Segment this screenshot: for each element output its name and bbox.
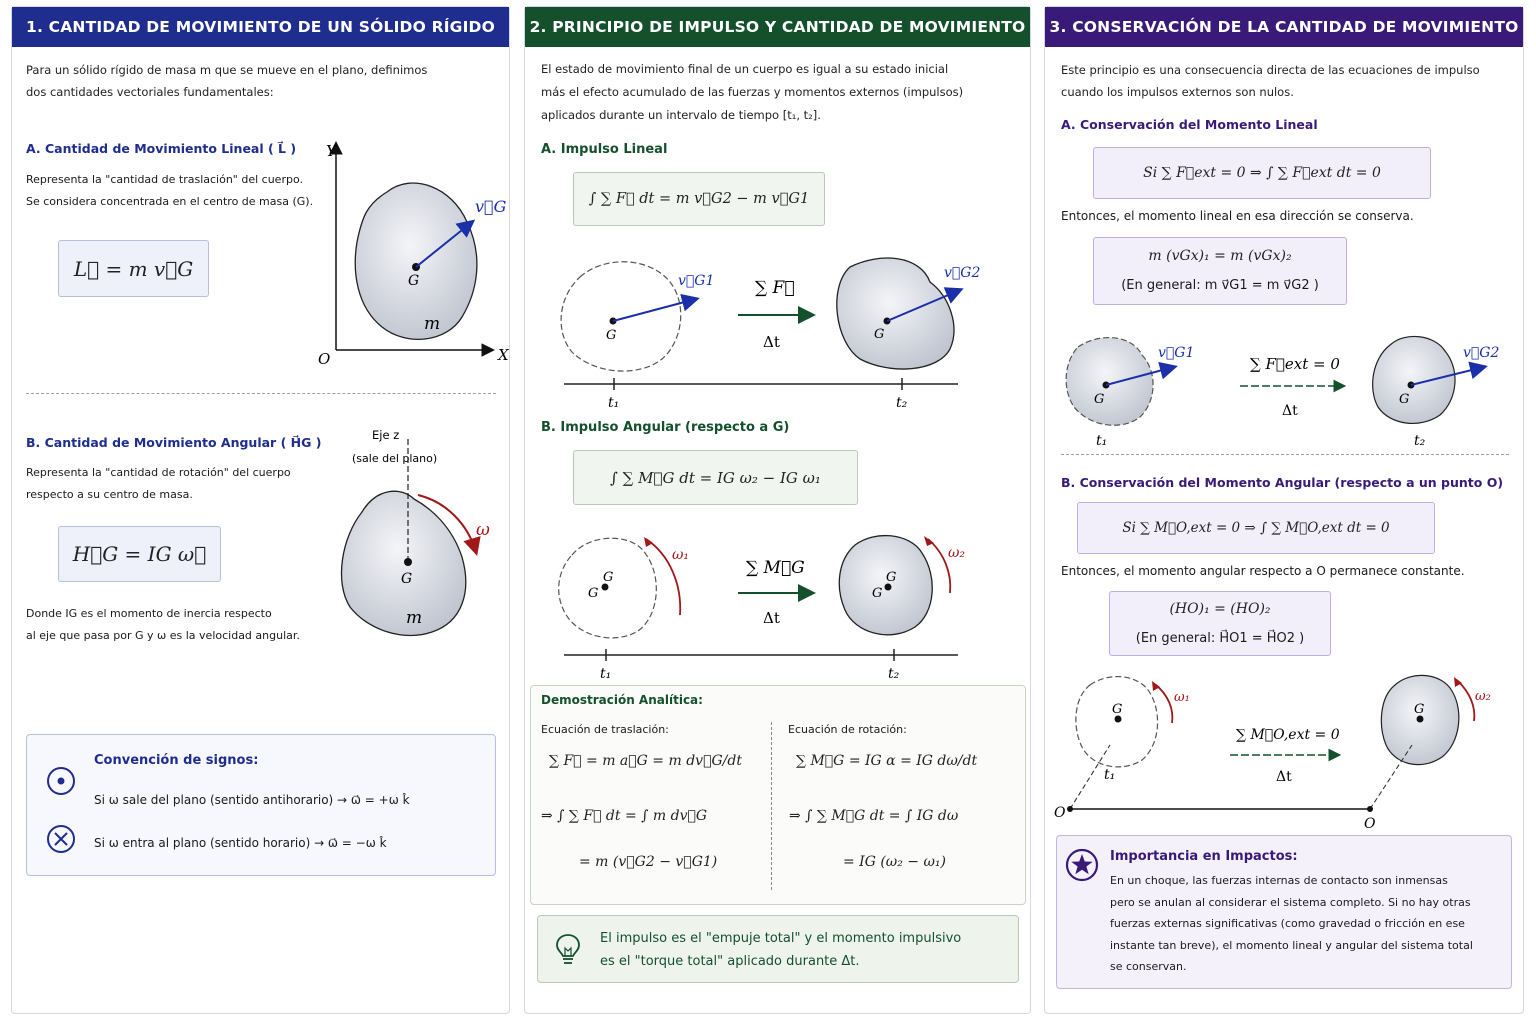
initial-body-shape xyxy=(1066,338,1153,426)
impact-line-5: se conservan. xyxy=(1110,960,1187,973)
intro-line-3: aplicados durante un intervalo de tiempo [t₁, t₂]. xyxy=(541,108,821,122)
t1-label: t₁ xyxy=(1104,767,1116,783)
angular-result-2: (En general: H⃗O1 = H⃗O2 ) xyxy=(1135,630,1305,646)
desc-line-1: Representa la "cantidad de rotación" del cuerpo xyxy=(26,466,291,479)
delta-t-label: Δt xyxy=(763,609,780,627)
omega-2-label: ω₂ xyxy=(1475,689,1491,704)
rigid-body-shape xyxy=(355,183,477,339)
rigid-body-shape xyxy=(341,491,465,635)
intro-line-1: Este principio es una consecuencia directa de las ecuaciones de impulso xyxy=(1061,63,1480,77)
intro-line-2: más el efecto acumulado de las fuerzas y momentos externos (impulsos) xyxy=(541,85,964,99)
panel-momentum-conservation xyxy=(1044,6,1524,1014)
panel-3-intro xyxy=(1061,59,1516,103)
x-axis-label: X xyxy=(498,346,509,364)
angular-conservation-condition: Si ∑ M⃗O,ext = 0 ⇒ ∫ ∑ M⃗O,ext dt = 0 xyxy=(1122,520,1390,536)
velocity-1-label: v⃗G1 xyxy=(678,273,715,289)
section-divider xyxy=(26,393,496,394)
section-divider xyxy=(1061,454,1509,455)
o-label-1: O xyxy=(1054,805,1066,821)
panel-1-title: 1. CANTIDAD DE MOVIMIENTO DE UN SÓLIDO RÍGIDO xyxy=(12,7,509,47)
angular-conservation-condition-box xyxy=(1077,502,1435,554)
g-label-2: G xyxy=(1399,392,1410,407)
tip-text xyxy=(600,927,961,973)
rotation-eq-3: = IG (ω₂ − ω₁) xyxy=(843,854,946,870)
g-label-2b: G xyxy=(872,586,883,601)
t1-label: t₁ xyxy=(1096,433,1108,449)
panel-2-intro xyxy=(541,58,1021,127)
note-line-2: al eje que pasa por G y ω es la velocidad angular. xyxy=(26,629,300,642)
linear-momentum-formula: L⃗ = m v⃗G xyxy=(73,256,194,281)
out-of-plane-icon xyxy=(45,765,77,797)
intro-line-2: cuando los impulsos externos son nulos. xyxy=(1061,85,1294,99)
g-label-2: G xyxy=(1414,702,1425,717)
impact-line-4: instante tan breve), el momento lineal y angular del sistema total xyxy=(1110,938,1473,952)
panel-3-title: 3. CONSERVACIÓN DE LA CANTIDAD DE MOVIMIENTO xyxy=(1045,7,1523,47)
tip-box xyxy=(537,915,1019,983)
translation-eq-3: = m (v⃗G2 − v⃗G1) xyxy=(579,854,718,870)
inertia-note xyxy=(26,603,300,647)
omega-1-arc xyxy=(1156,685,1172,723)
mass-label: m xyxy=(406,608,423,628)
intro-line-1: El estado de movimiento final de un cuerpo es igual a su estado inicial xyxy=(541,62,949,76)
velocity-2-label: v⃗G2 xyxy=(944,265,981,281)
center-of-mass-dot xyxy=(404,558,412,566)
panel-linear-momentum xyxy=(11,6,510,1014)
omega-label: ω xyxy=(476,520,490,540)
delta-t-label: Δt xyxy=(763,333,780,351)
rigid-body-diagram xyxy=(312,132,512,372)
initial-body-outline xyxy=(561,262,681,371)
g-label-1b: G xyxy=(588,586,599,601)
section-b-title: B. Cantidad de Movimiento Angular ( H⃗G ) xyxy=(26,435,322,450)
section-a-title: A. Cantidad de Movimiento Lineal ( L⃗ ) xyxy=(26,141,297,156)
linear-impulse-formula-box xyxy=(573,172,825,226)
impact-title: Importancia en Impactos: xyxy=(1110,849,1298,864)
velocity-1-arrow xyxy=(613,299,696,321)
impact-note-box xyxy=(1056,835,1512,989)
translation-eq-1: ∑ F⃗ = m a⃗G = m dv⃗G/dt xyxy=(549,753,742,769)
linear-result-1: m (vGx)₁ = m (vGx)₂ xyxy=(1148,248,1292,264)
analytic-demo-box xyxy=(530,685,1026,905)
into-plane-icon xyxy=(45,823,77,855)
axis-label-2: (sale del plano) xyxy=(352,452,438,465)
omega-2-label: ω₂ xyxy=(948,545,966,561)
mass-label: m xyxy=(424,314,441,334)
g-label-1a: G xyxy=(603,570,614,585)
impact-line-2: pero se anulan al considerar el sistema completo. Si no hay otras xyxy=(1110,895,1471,909)
center-label: G xyxy=(401,571,413,587)
linear-conservation-diagram xyxy=(1060,327,1510,452)
omega-1-label: ω₁ xyxy=(1174,690,1190,705)
t2-label: t₂ xyxy=(896,395,908,411)
translation-title: Ecuación de traslación: xyxy=(541,723,669,736)
angular-conservation-result-box xyxy=(1109,591,1331,656)
rotation-eq-2: ⇒ ∫ ∑ M⃗G dt = ∫ IG dω xyxy=(789,808,959,824)
velocity-2-label: v⃗G2 xyxy=(1463,345,1500,361)
demo-title: Demostración Analítica: xyxy=(541,693,703,707)
section-b-title: B. Conservación del Momento Angular (respecto a un punto O) xyxy=(1061,475,1504,490)
intro-line-2: dos cantidades vectoriales fundamentales: xyxy=(26,85,274,99)
linear-conservation-condition-box xyxy=(1093,147,1431,199)
desc-line-1: Representa la "cantidad de traslación" del cuerpo. xyxy=(26,173,303,186)
linear-result-2: (En general: m v⃗G1 = m v⃗G2 ) xyxy=(1121,278,1319,293)
angular-momentum-formula: H⃗G = IG ω⃗ xyxy=(72,542,207,566)
omega-1-label: ω₁ xyxy=(672,547,690,563)
angular-result-1: (HO)₁ = (HO)₂ xyxy=(1169,600,1271,617)
force-sum-label: ∑ F⃗ xyxy=(755,278,795,298)
impact-line-3: fuerzas externas significativas (como gravedad o fricción en ese xyxy=(1110,917,1465,930)
desc-line-2: respecto a su centro de masa. xyxy=(26,488,193,501)
rotation-title: Ecuación de rotación: xyxy=(788,723,907,736)
linear-impulse-diagram xyxy=(550,247,981,412)
desc-line-2: Se considera concentrada en el centro de masa (G). xyxy=(26,195,314,208)
velocity-label: v⃗G xyxy=(475,197,507,216)
linear-conservation-note: Entonces, el momento lineal en esa dirección se conserva. xyxy=(1061,209,1414,223)
angular-impulse-formula: ∫ ∑ M⃗G dt = IG ω₂ − IG ω₁ xyxy=(610,468,821,487)
g-label-1: G xyxy=(606,328,617,343)
linear-momentum-formula-box xyxy=(58,240,209,297)
t2-label: t₂ xyxy=(1414,433,1426,449)
delta-t-label: Δt xyxy=(1282,403,1298,419)
velocity-1-label: v⃗G1 xyxy=(1158,345,1195,361)
section-a-title: A. Conservación del Momento Lineal xyxy=(1061,117,1318,132)
angular-impulse-formula-box xyxy=(573,450,858,505)
section-a-title: A. Impulso Lineal xyxy=(541,142,668,157)
lightbulb-icon xyxy=(554,932,582,968)
linear-conservation-result-box xyxy=(1093,237,1347,305)
moment-zero-label: ∑ M⃗O,ext = 0 xyxy=(1236,727,1340,743)
y-axis-label: Y xyxy=(326,142,336,160)
t1-label: t₁ xyxy=(600,666,612,682)
tip-line-2: es el "torque total" aplicado durante Δt. xyxy=(600,954,860,969)
impact-text xyxy=(1110,870,1510,978)
section-b-title: B. Impulso Angular (respecto a G) xyxy=(541,420,790,435)
into-plane-text: Si ω entra al plano (sentido horario) → ω⃗ = −ω k̂ xyxy=(94,836,387,850)
g-label-2a: G xyxy=(886,570,897,585)
sign-convention-title: Convención de signos: xyxy=(94,753,259,768)
rotation-eq-1: ∑ M⃗G = IG α = IG dω/dt xyxy=(796,753,978,769)
g-label-2: G xyxy=(874,327,885,342)
out-of-plane-text: Si ω sale del plano (sentido antihorario) → ω⃗ = +ω k̂ xyxy=(94,793,410,807)
angular-impulse-diagram xyxy=(550,525,970,685)
force-zero-label: ∑ F⃗ext = 0 xyxy=(1250,355,1340,373)
linear-impulse-formula: ∫ ∑ F⃗ dt = m v⃗G2 − m v⃗G1 xyxy=(588,191,810,207)
translation-eq-2: ⇒ ∫ ∑ F⃗ dt = ∫ m dv⃗G xyxy=(541,808,708,824)
panel-impulse-principle xyxy=(524,6,1031,1014)
panel-1-intro xyxy=(26,59,496,103)
final-body-shape xyxy=(1373,336,1455,423)
center-label: G xyxy=(408,273,420,289)
impact-line-1: En un choque, las fuerzas internas de contacto son inmensas xyxy=(1110,874,1448,887)
note-line-1: Donde IG es el momento de inercia respecto xyxy=(26,607,272,620)
intro-line-1: Para un sólido rígido de masa m que se mueve en el plano, definimos xyxy=(26,63,428,77)
panel-2-title: 2. PRINCIPIO DE IMPULSO Y CANTIDAD DE MOVIMIENTO xyxy=(525,7,1030,47)
delta-t-label: Δt xyxy=(1276,769,1292,785)
demo-divider xyxy=(771,722,772,890)
position-vector-2 xyxy=(1370,745,1412,809)
t2-label: t₂ xyxy=(888,666,900,682)
g-label-1: G xyxy=(1112,702,1123,717)
o-label-2: O xyxy=(1364,816,1376,832)
rotation-diagram xyxy=(322,417,507,647)
moment-sum-label: ∑ M⃗G xyxy=(746,558,805,578)
origin-label: O xyxy=(318,350,331,368)
angular-conservation-diagram xyxy=(1050,665,1515,833)
star-icon xyxy=(1064,847,1100,883)
t1-label: t₁ xyxy=(608,395,620,411)
angular-conservation-note: Entonces, el momento angular respecto a O permanece constante. xyxy=(1061,564,1465,578)
section-b-desc xyxy=(26,462,291,506)
g-label-1: G xyxy=(1094,392,1105,407)
tip-line-1: El impulso es el "empuje total" y el momento impulsivo xyxy=(600,931,962,946)
final-body-shape xyxy=(837,258,954,369)
linear-conservation-condition: Si ∑ F⃗ext = 0 ⇒ ∫ ∑ F⃗ext dt = 0 xyxy=(1143,165,1381,181)
axis-label-1: Eje z xyxy=(372,428,400,442)
section-a-desc xyxy=(26,169,313,213)
angular-momentum-formula-box xyxy=(58,526,221,582)
omega-2-arc xyxy=(1458,681,1474,721)
sign-convention-box xyxy=(26,734,496,876)
